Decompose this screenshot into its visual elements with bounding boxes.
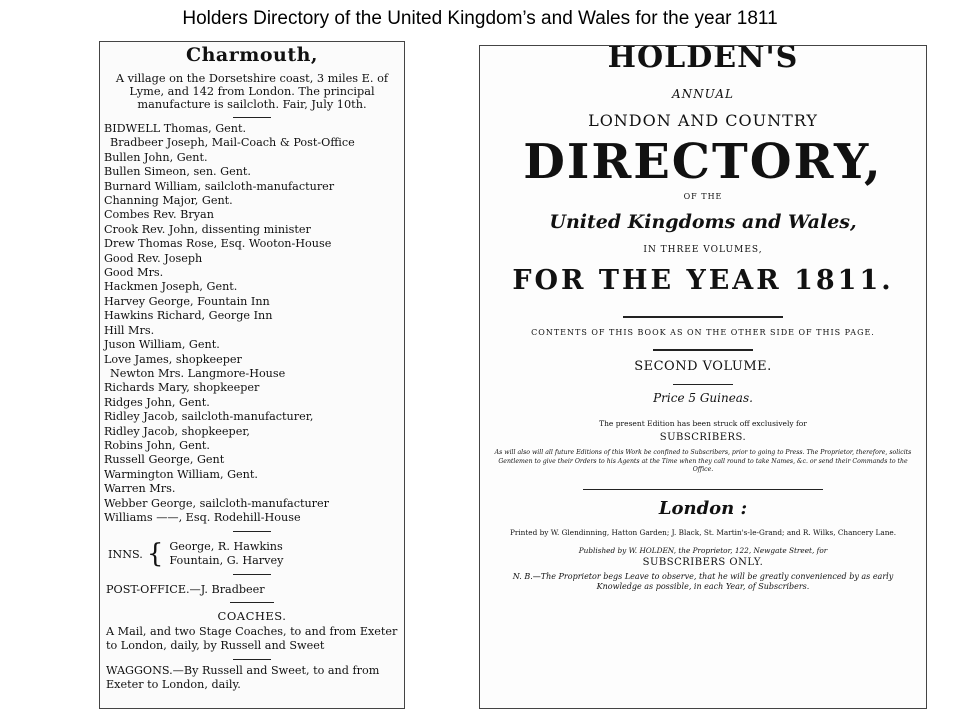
post-office-line: POST-OFFICE.—J. Bradbeer: [106, 583, 265, 597]
list-item: Bradbeer Joseph, Mail-Coach & Post-Office: [110, 136, 355, 150]
list-item: Warmington William, Gent.: [104, 467, 258, 481]
list-item: Robins John, Gent.: [104, 438, 210, 452]
list-item: Ridges John, Gent.: [104, 395, 210, 409]
title-page-scan: [479, 45, 927, 709]
divider: [623, 316, 783, 318]
divider: [233, 531, 271, 532]
nota-bene-note: N. B.—The Proprietor begs Leave to observe, that he will be greatly convenienced by as early Knowledge as possible, in each Year, of Subscribers.: [512, 571, 894, 591]
place-description: A village on the Dorsetshire coast, 3 miles E. of Lyme, and 142 from London. The principal manufacture is sailcloth. Fair, July 10th.: [115, 72, 389, 111]
list-item: Channing Major, Gent.: [104, 194, 233, 208]
list-item: Crook Rev. John, dissenting minister: [104, 222, 311, 236]
year-title: FOR THE YEAR 1811.: [512, 265, 894, 296]
divider: [583, 489, 823, 490]
coaches-heading: COACHES.: [217, 609, 287, 624]
list-item: Russell George, Gent: [104, 453, 225, 467]
waggons-text: WAGGONS.—By Russell and Sweet, to and from Exeter to London, daily.: [106, 664, 380, 692]
divider: [230, 602, 274, 603]
list-item: Hill Mrs.: [104, 323, 155, 337]
price-label: Price 5 Guineas.: [653, 391, 753, 405]
publisher-line: Published by W. HOLDEN, the Proprietor, 122, Newgate Street, for: [578, 545, 828, 555]
list-item: Ridley Jacob, sailcloth-manufacturer,: [104, 410, 314, 424]
subscribers-only-label: SUBSCRIBERS ONLY.: [642, 556, 764, 568]
divider: [233, 117, 271, 118]
edition-note: The present Edition has been struck off exclusively for: [599, 419, 807, 428]
list-item: Good Rev. Joseph: [104, 251, 203, 265]
inns-section: [108, 540, 404, 568]
volumes-label: IN THREE VOLUMES,: [643, 245, 763, 255]
list-item: Williams ——, Esq. Rodehill-House: [104, 510, 301, 524]
annual-label: ANNUAL: [671, 87, 735, 101]
printer-line: Printed by W. Glendinning, Hatton Garden; J. Black, St. Martin's-le-Grand; and R. Wilks, Chancery Lane.: [509, 527, 897, 537]
divider: [233, 574, 271, 575]
list-item: Burnard William, sailcloth-manufacturer: [104, 179, 335, 193]
volume-label: SECOND VOLUME.: [634, 359, 772, 374]
directory-page-scan: [99, 41, 405, 709]
subscribers-label: SUBSCRIBERS.: [659, 432, 747, 443]
london-country-label: LONDON AND COUNTRY: [588, 111, 818, 130]
list-item: Warren Mrs.: [104, 482, 176, 496]
place-heading: Charmouth,: [185, 44, 319, 66]
list-item: Drew Thomas Rose, Esq. Wooton-House: [104, 237, 332, 251]
directory-title: DIRECTORY,: [523, 134, 883, 190]
publisher-name: HOLDEN'S: [607, 45, 799, 75]
london-imprint: London :: [658, 497, 748, 519]
list-item: Good Mrs.: [104, 266, 164, 280]
list-item: Love James, shopkeeper: [104, 352, 242, 366]
list-item: George, R. Hawkins: [169, 540, 283, 554]
slide-title: Holders Directory of the United Kingdom’s and Wales for the year 1811: [182, 8, 778, 29]
list-item: Fountain, G. Harvey: [169, 554, 284, 568]
brace-glyph: {: [146, 539, 164, 570]
divider: [233, 659, 271, 660]
list-item: Ridley Jacob, shopkeeper,: [104, 424, 250, 438]
list-item: Bullen Simeon, sen. Gent.: [104, 165, 251, 179]
list-item: Bullen John, Gent.: [104, 150, 208, 164]
list-item: Juson William, Gent.: [104, 338, 220, 352]
list-item: Hawkins Richard, George Inn: [104, 309, 273, 323]
list-item: Combes Rev. Bryan: [104, 208, 214, 222]
list-item: Newton Mrs. Langmore-House: [110, 366, 286, 380]
divider: [673, 384, 733, 385]
divider: [653, 349, 753, 351]
of-the-label: OF THE: [683, 192, 723, 201]
contents-note: CONTENTS OF THIS BOOK AS ON THE OTHER SIDE OF THIS PAGE.: [531, 328, 875, 337]
list-item: Harvey George, Fountain Inn: [104, 294, 270, 308]
list-item: BIDWELL Thomas, Gent.: [104, 122, 247, 135]
subscription-note: As will also will all future Editions of this Work be confined to Subscribers, prior to going to Press. The Proprietor, therefore, solicits Gentlemen to give their Orders to his Agents at the Time when they call round to take Names, &c. or send their Commands to the Office.: [494, 449, 912, 473]
united-kingdoms-label: United Kingdoms and Wales,: [549, 211, 857, 233]
inns-list: [169, 540, 283, 568]
list-item: Richards Mary, shopkeeper: [104, 381, 260, 395]
coaches-text: A Mail, and two Stage Coaches, to and from Exeter to London, daily, by Russell and Sweet: [106, 625, 398, 653]
list-item: Webber George, sailcloth-manufacturer: [104, 496, 329, 510]
inns-label: INNS.: [108, 547, 143, 561]
resident-list: [104, 122, 404, 525]
list-item: Hackmen Joseph, Gent.: [104, 280, 238, 294]
